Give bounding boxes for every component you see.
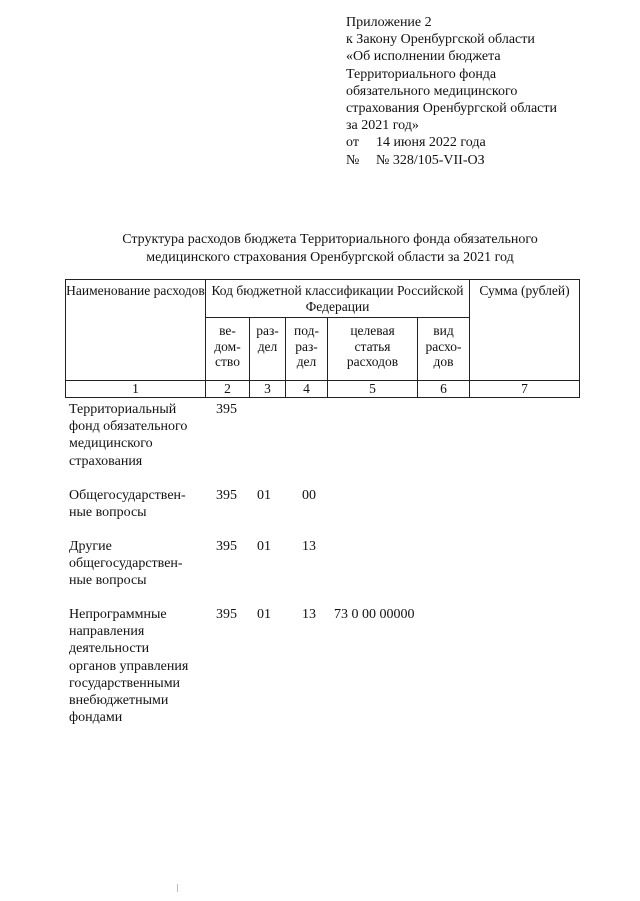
appendix-line: Приложение 2 [346,15,432,30]
row-name-line: внебюджетными [69,693,169,709]
appendix-date [346,134,557,151]
row-name-line: Непрограммные [69,607,167,622]
date-value: 14 июня 2022 года [376,135,486,151]
row-name [69,401,187,470]
header-code-group [206,280,470,318]
row-name-line: органов управления [69,658,189,674]
column-number: 1 [66,381,206,398]
number-value: № 328/105-VII-ОЗ [376,152,485,168]
row-name-line: государственными [69,675,181,691]
appendix-line: обязательного медицинского [346,83,518,99]
row-ved: 395 [216,402,237,417]
row-podrazdel: 00 [302,488,316,503]
row-name-line: фондами [69,710,123,726]
appendix-number [346,152,557,169]
row-name-line: фонд обязательного [69,419,188,435]
appendix-block [346,14,557,169]
column-number: 2 [206,381,250,398]
title-line: Структура расходов бюджета Территориального фонда обязательного [122,232,538,247]
row-celevaya: 73 0 00 00000 [334,607,415,622]
header-razdel: раз- дел [250,318,286,381]
header-sum-col [470,280,580,381]
header-sum-text: Сумма (рублей) [479,283,570,298]
row-podrazdel: 13 [302,607,316,622]
header-ved: ве- дом- ство [206,318,250,381]
row-name-line: ные вопросы [69,573,147,589]
row-ved: 395 [216,488,237,503]
appendix-line: за 2021 год» [346,118,419,134]
appendix-line: страхования Оренбургской области [346,101,557,117]
appendix-line: Территориального фонда [346,66,497,82]
column-number: 4 [286,381,328,398]
row-name-line: медицинского [69,436,153,452]
column-number: 6 [418,381,470,398]
header-podrazdel: под- раз- дел [286,318,328,381]
document-title [20,231,640,266]
row-name-line: ные вопросы [69,505,147,521]
date-label: от [346,135,359,151]
row-name [69,538,183,590]
row-name-line: общегосударствен- [69,556,183,572]
row-podrazdel: 13 [302,539,316,554]
row-name-line: Общегосударствен- [69,488,186,503]
number-label: № [346,152,360,168]
table-header [65,279,580,398]
header-celevaya: целевая статья расходов [328,318,418,381]
column-number: 3 [250,381,286,398]
header-name-col [66,280,206,381]
row-name-line: Другие [69,539,112,554]
row-name [69,487,186,521]
scan-mark [177,884,178,892]
row-name [69,606,188,726]
row-razdel: 01 [257,539,271,554]
header-vid: вид расхо- дов [418,318,470,381]
title-line: медицинского страхования Оренбургской области за 2021 год [146,249,514,265]
row-name-line: страхования [69,453,143,469]
header-code-text: Код бюджетной классификации Российской Федерации [211,283,464,314]
column-number: 7 [470,381,580,398]
row-name-line: направления [69,624,145,640]
header-name-text: Наименование расходов [66,283,205,298]
appendix-line: «Об исполнении бюджета [346,49,501,65]
row-razdel: 01 [257,607,271,622]
appendix-line: к Закону Оренбургской области [346,32,535,48]
column-number: 5 [328,381,418,398]
row-ved: 395 [216,607,237,622]
row-razdel: 01 [257,488,271,503]
row-name-line: деятельности [69,641,150,657]
row-name-line: Территориальный [69,402,177,417]
row-ved: 395 [216,539,237,554]
